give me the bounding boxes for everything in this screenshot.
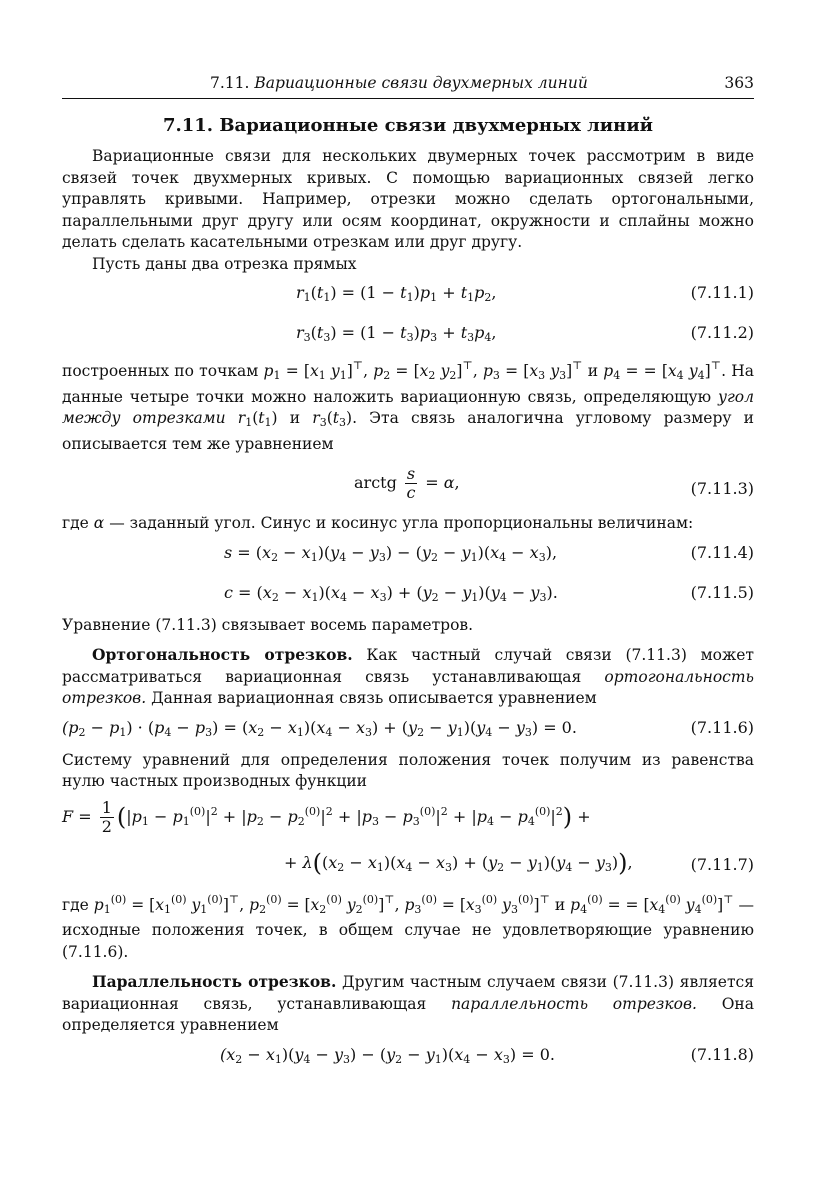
- equation-7-11-7-line2: + $\lambda((x_2 - x_1)(x_4 - x_3) + (y_2 - y_1)(y_4 - y_3))$, (7.11.7): [284, 848, 754, 877]
- equation-number: (7.11.1): [690, 283, 754, 302]
- paragraph-parallelism: Параллельность отрезков. Другим частным случаем связи (7.11.3) является вариационная связь, устанавливающая параллельность отрезков. Она определяется уравнением: [62, 972, 754, 1034]
- equation-7-11-3: arctg $\frac{s}{c}$ = α, (7.11.3): [354, 464, 754, 502]
- equation-number: (7.11.3): [690, 479, 754, 498]
- equation-7-11-6: $(p_2 - p_1) \cdot (p_4 - p_3) = (x_2 - x_1)(x_4 - x_3) + (y_2 - y_1)(y_4 - y_3) = 0$. (7.11.6): [62, 717, 754, 739]
- paragraph-segments: Пусть даны два отрезка прямых: [92, 254, 357, 273]
- paragraph-initial-positions: где $p_1^{(0)} = [x_1^{(0)}$ $y_1^{(0)}]^⊤$, $p_2^{(0)} = [x_2^{(0)}$ $y_2^{(0)}]^⊤$, $p_3^{(0)} = [x_3^{(0)}$ $y_3^{(0)}]^⊤$ и $p_4^{(0)}$ = = [$x_4^{(0)}$ $y_4^{(0)}]^⊤$ — исходные положения точек, в общем случае не удовлетворяющие уравнению (7.11.6).: [62, 892, 755, 961]
- running-header: [62, 70, 754, 99]
- running-section-number: 7.11.: [210, 74, 250, 92]
- page: [62, 70, 754, 1077]
- paragraph-params: Уравнение (7.11.3) связывает восемь параметров.: [62, 615, 474, 634]
- equation-7-11-2: $r_3(t_3) = (1 - t_3)p_3 + t_3p_4$, (7.11.2): [296, 323, 754, 344]
- paragraph-system: Систему уравнений для определения положения точек получим из равенства нулю частных производных функции: [62, 750, 754, 790]
- equation-number: (7.11.8): [690, 1044, 754, 1064]
- paragraph-intro: Вариационные связи для нескольких двумерных точек рассмотрим в виде связей точек двухмерных кривых. С помощью вариационных связей легко управлять кривыми. Например, отрезки можно сделать ортогональными, параллельными друг другу или осям координат, окружности и сплайны можно делать сделать касательными отрезкам или друг другу.: [62, 147, 754, 251]
- equation-number: (7.11.5): [690, 582, 754, 602]
- paragraph-angle: где α — заданный угол. Синус и косинус угла пропорциональны величинам:: [62, 514, 694, 532]
- page-number: 363: [724, 74, 754, 92]
- equation-number: (7.11.7): [690, 854, 754, 874]
- equation-number: (7.11.6): [690, 717, 754, 737]
- running-section-title: Вариационные связи двухмерных линий: [254, 74, 588, 92]
- paragraph-points: построенных по точкам $p_1 = [x_1$ $y_1]^⊤$, $p_2 = [x_2$ $y_2]^⊤$, $p_3 = [x_3$ $y_3]^⊤$ и $p_4$ = = [$x_4$ $y_4]^⊤$. На данные четыре точки можно наложить вариационную связь, определяющую угол между отрезками $r_1(t_1)$ и $r_3(t_3)$. Эта связь аналогична угловому размеру и описывается тем же уравнением: [62, 359, 755, 453]
- equation-7-11-4: $s = (x_2 - x_1)(y_4 - y_3) - (y_2 - y_1)(x_4 - x_3)$, (7.11.4): [224, 542, 754, 564]
- paragraph-orthogonality: Ортогональность отрезков. Как частный случай связи (7.11.3) может рассматриваться вариационная связь устанавливающая ортогональность отрезков. Данная вариационная связь описывается уравнением: [62, 645, 754, 707]
- section-title: 7.11. Вариационные связи двухмерных линий: [162, 115, 654, 136]
- equation-7-11-1: $r_1(t_1) = (1 - t_1)p_1 + t_1p_2$, (7.11.1): [296, 283, 754, 304]
- equation-7-11-5: $c = (x_2 - x_1)(x_4 - x_3) + (y_2 - y_1)(y_4 - y_3)$. (7.11.5): [224, 582, 754, 604]
- equation-number: (7.11.4): [690, 542, 754, 562]
- equation-number: (7.11.2): [690, 323, 754, 342]
- equation-7-11-7-line1: F = $\frac{1}{2}$ $(|p_1 - p_1^{(0)}|^2 + |p_2 - p_2^{(0)}|^2 + |p_3 - p_3^{(0)}|^2 + |p_4 - p_4^{(0)}|^2)$ +: [62, 797, 591, 836]
- equation-7-11-8: $(x_2 - x_1)(y_4 - y_3) - (y_2 - y_1)(x_4 - x_3) = 0$. (7.11.8): [220, 1044, 754, 1066]
- running-title: [210, 74, 588, 92]
